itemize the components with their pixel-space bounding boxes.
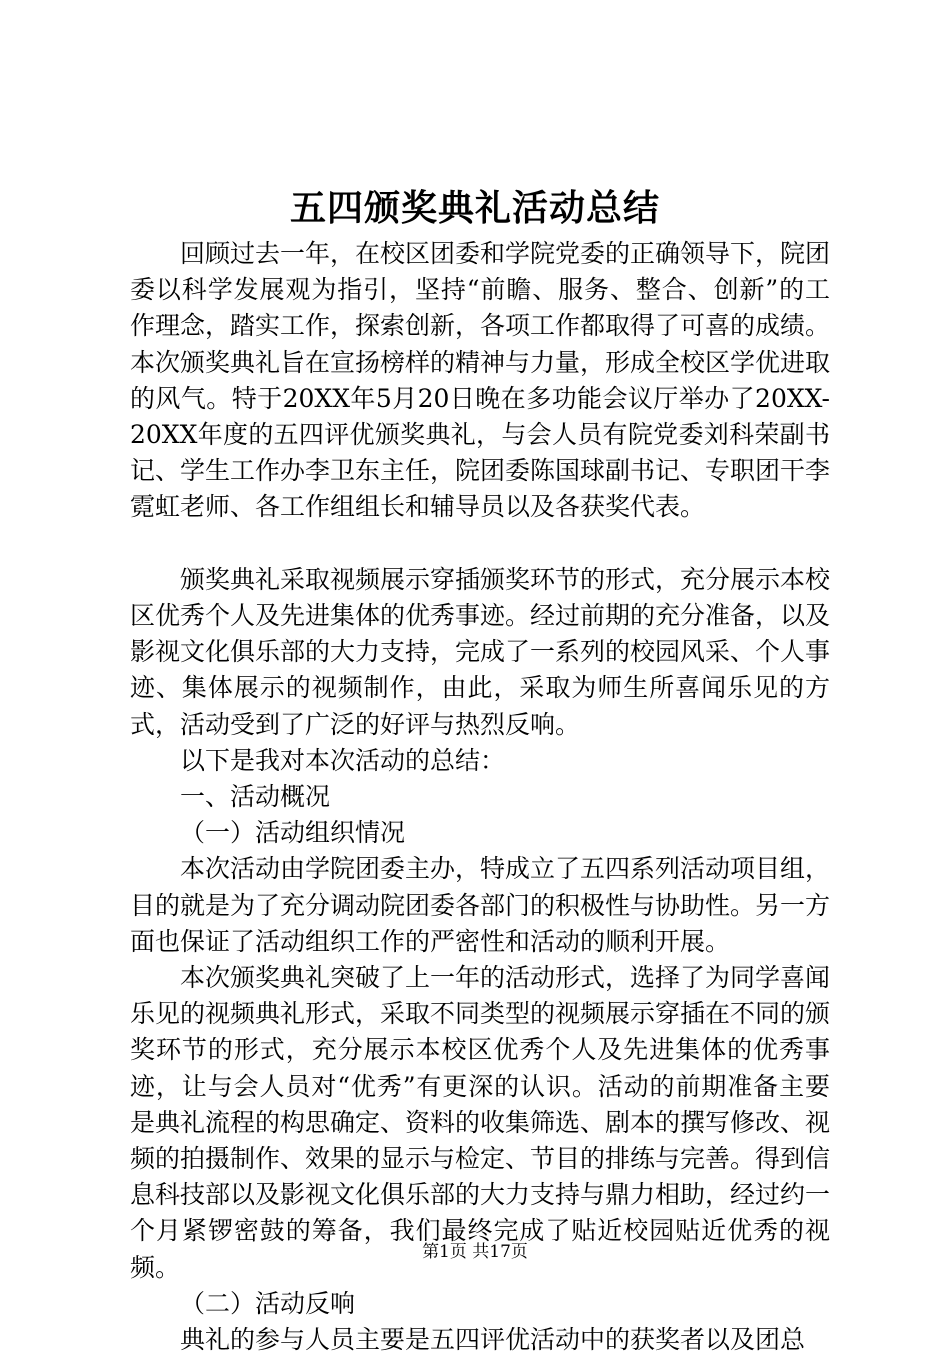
paragraph-summary-lead: 以下是我对本次活动的总结： xyxy=(180,745,506,775)
paragraph-intro: 回顾过去一年，在校区团委和学院党委的正确领导下，院团委以科学发展观为指引，坚持“前瞻、服务、整合、创新”的工作理念，踏实工作，探索创新，各项工作都取得了可喜的成绩。本次颁奖典礼旨在宣扬榜样的精神与力量，形成全校区学优进取的风气。特于20XX年5月20日晚在多功能会议厅举办了20XX-20XX年度的五四评优颁奖典礼，与会人员有院党委刘科荣副书记、学生工作办李卫东主任，院团委陈国球副书记、专职团干李霓虹老师、各工作组组长和辅导员以及各获奖代表。 xyxy=(130,239,831,522)
section-heading-overview: 一、活动概况 xyxy=(180,782,331,812)
paragraph-ceremony-format: 颁奖典礼采取视频展示穿插颁奖环节的形式，充分展示本校区优秀个人及先进集体的优秀事迹。经过前期的充分准备，以及影视文化俱乐部的大力支持，完成了一系列的校园风采、个人事迹、集体展示的视频制作，由此，采取为师生所喜闻乐见的方式，活动受到了广泛的好评与热烈反响。 xyxy=(130,564,831,739)
paragraph-organization: 本次活动由学院团委主办，特成立了五四系列活动项目组，目的就是为了充分调动院团委各部门的积极性与协助性。另一方面也保证了活动组织工作的严密性和活动的顺利开展。 xyxy=(130,854,831,956)
subsection-heading-response: （二）活动反响 xyxy=(180,1288,356,1318)
page-number-footer: 第1页 共17页 xyxy=(422,1242,528,1262)
document-body xyxy=(130,236,830,1358)
paragraph-preparation: 本次颁奖典礼突破了上一年的活动形式，选择了为同学喜闻乐见的视频典礼形式，采取不同类型的视频展示穿插在不同的颁奖环节的形式，充分展示本校区优秀个人及先进集体的优秀事迹，让与会人员对“优秀”有更深的认识。活动的前期准备主要是典礼流程的构思确定、资料的收集筛选、剧本的撰写修改、视频的拍摄制作、效果的显示与检定、节目的排练与完善。得到信息科技部以及影视文化俱乐部的大力支持与鼎力相助，经过约一个月紧锣密鼓的筹备，我们最终完成了贴近校园贴近优秀的视频。 xyxy=(130,963,831,1282)
subsection-heading-organization: （一）活动组织情况 xyxy=(180,818,406,848)
paragraph-response: 典礼的参与人员主要是五四评优活动中的获奖者以及团总 xyxy=(180,1325,806,1355)
document-title: 五四颁奖典礼活动总结 xyxy=(289,187,660,229)
